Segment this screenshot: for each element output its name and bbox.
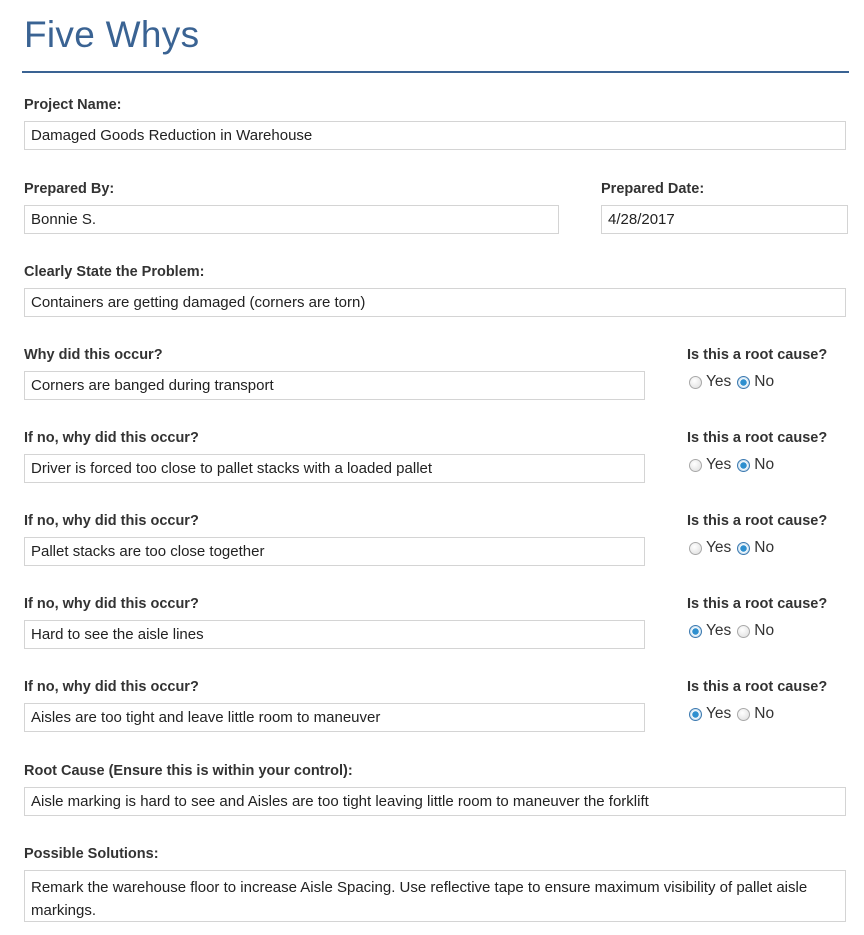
radio-option-yes[interactable] xyxy=(689,456,731,474)
why-field[interactable]: Pallet stacks are too close together xyxy=(24,537,645,566)
root-cause-question: Is this a root cause? xyxy=(687,679,828,695)
root-cause-question: Is this a root cause? xyxy=(687,430,828,446)
radio-option-no[interactable] xyxy=(737,539,774,557)
radio-label: Yes xyxy=(706,622,732,639)
why-field[interactable]: Aisles are too tight and leave little room to maneuver xyxy=(24,703,645,732)
title-divider xyxy=(22,71,849,73)
root-cause-question: Is this a root cause? xyxy=(687,596,828,612)
radio-selected-icon[interactable] xyxy=(689,625,702,638)
why-field[interactable]: Hard to see the aisle lines xyxy=(24,620,645,649)
radio-label: No xyxy=(754,539,775,556)
why-label: If no, why did this occur? xyxy=(24,596,199,612)
radio-option-yes[interactable] xyxy=(689,622,731,640)
prepared-date-field[interactable]: 4/28/2017 xyxy=(601,205,848,234)
radio-option-yes[interactable] xyxy=(689,373,731,391)
root-cause-radio-group xyxy=(689,705,780,723)
radio-unselected-icon[interactable] xyxy=(689,459,702,472)
radio-label: No xyxy=(754,373,775,390)
radio-selected-icon[interactable] xyxy=(737,376,750,389)
why-label: If no, why did this occur? xyxy=(24,679,199,695)
radio-unselected-icon[interactable] xyxy=(737,625,750,638)
root-cause-radio-group xyxy=(689,373,780,391)
why-label: If no, why did this occur? xyxy=(24,430,199,446)
radio-option-no[interactable] xyxy=(737,622,774,640)
radio-label: No xyxy=(754,705,775,722)
root-cause-radio-group xyxy=(689,456,780,474)
radio-option-yes[interactable] xyxy=(689,705,731,723)
radio-option-no[interactable] xyxy=(737,456,774,474)
why-field[interactable]: Corners are banged during transport xyxy=(24,371,645,400)
radio-selected-icon[interactable] xyxy=(689,708,702,721)
radio-label: Yes xyxy=(706,456,732,473)
why-label: If no, why did this occur? xyxy=(24,513,199,529)
radio-label: No xyxy=(754,456,775,473)
radio-selected-icon[interactable] xyxy=(737,542,750,555)
why-label: Why did this occur? xyxy=(24,347,163,363)
prepared-by-field[interactable]: Bonnie S. xyxy=(24,205,559,234)
root-cause-radio-group xyxy=(689,539,780,557)
radio-unselected-icon[interactable] xyxy=(689,376,702,389)
root-cause-field[interactable]: Aisle marking is hard to see and Aisles are too tight leaving little room to maneuver the forklift xyxy=(24,787,846,816)
radio-option-no[interactable] xyxy=(737,705,774,723)
project-name-label: Project Name: xyxy=(24,97,122,113)
radio-selected-icon[interactable] xyxy=(737,459,750,472)
why-field[interactable]: Driver is forced too close to pallet stacks with a loaded pallet xyxy=(24,454,645,483)
radio-label: Yes xyxy=(706,373,732,390)
root-cause-question: Is this a root cause? xyxy=(687,513,828,529)
problem-label: Clearly State the Problem: xyxy=(24,264,205,280)
problem-field[interactable]: Containers are getting damaged (corners are torn) xyxy=(24,288,846,317)
radio-label: Yes xyxy=(706,705,732,722)
prepared-by-label: Prepared By: xyxy=(24,181,115,197)
possible-solutions-label: Possible Solutions: xyxy=(24,846,159,862)
radio-unselected-icon[interactable] xyxy=(737,708,750,721)
root-cause-radio-group xyxy=(689,622,780,640)
radio-unselected-icon[interactable] xyxy=(689,542,702,555)
root-cause-label: Root Cause (Ensure this is within your control): xyxy=(24,763,353,779)
radio-label: No xyxy=(754,622,775,639)
possible-solutions-field[interactable]: Remark the warehouse floor to increase Aisle Spacing. Use reflective tape to ensure maximum visibility of pallet aisle markings. xyxy=(24,870,846,922)
page-title: Five Whys xyxy=(24,14,200,55)
radio-option-no[interactable] xyxy=(737,373,774,391)
root-cause-question: Is this a root cause? xyxy=(687,347,828,363)
prepared-date-label: Prepared Date: xyxy=(601,181,705,197)
radio-label: Yes xyxy=(706,539,732,556)
project-name-field[interactable]: Damaged Goods Reduction in Warehouse xyxy=(24,121,846,150)
radio-option-yes[interactable] xyxy=(689,539,731,557)
